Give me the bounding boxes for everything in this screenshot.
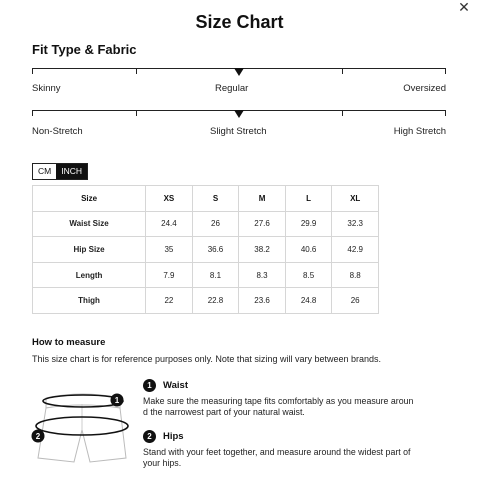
table-cell: 40.6	[285, 237, 332, 263]
step-number-icon: 1	[143, 379, 156, 392]
table-cell: 29.9	[285, 211, 332, 237]
fit-type-marker-icon	[234, 68, 244, 76]
column-header: Size	[33, 186, 146, 212]
size-table	[32, 185, 379, 314]
scale-tick	[445, 68, 446, 74]
table-cell: 42.9	[332, 237, 379, 263]
scale-tick	[342, 110, 343, 116]
scale-tick	[445, 110, 446, 116]
hips-marker: 2	[35, 432, 41, 441]
stretch-label-none: Non-Stretch	[32, 126, 83, 137]
table-cell: 22	[146, 288, 193, 314]
table-cell: 24.8	[285, 288, 332, 314]
table-cell: 7.9	[146, 262, 193, 288]
stretch-label-slight: Slight Stretch	[210, 126, 267, 137]
row-header: Length	[33, 262, 146, 288]
stretch-marker-icon	[234, 110, 244, 118]
scale-tick	[32, 68, 33, 74]
fit-label-oversized: Oversized	[403, 83, 446, 94]
table-cell: 38.2	[239, 237, 286, 263]
table-cell: 24.4	[146, 211, 193, 237]
table-cell: 36.6	[192, 237, 239, 263]
step-title: Hips	[163, 431, 184, 442]
column-header: S	[192, 186, 239, 212]
modal-title: Size Chart	[195, 12, 284, 32]
step-title: Waist	[163, 380, 188, 391]
scale-tick	[32, 110, 33, 116]
table-header-row	[33, 186, 379, 212]
fit-label-skinny: Skinny	[32, 83, 61, 94]
table-row	[33, 288, 379, 314]
table-row	[33, 211, 379, 237]
unit-toggle	[32, 163, 88, 180]
scale-tick	[136, 110, 137, 116]
fit-label-regular: Regular	[215, 83, 249, 94]
unit-inch-button[interactable]: INCH	[56, 164, 87, 179]
scale-tick	[342, 68, 343, 74]
stretch-label-high: High Stretch	[393, 126, 446, 137]
table-cell: 8.3	[239, 262, 286, 288]
row-header: Thigh	[33, 288, 146, 314]
table-cell: 8.5	[285, 262, 332, 288]
unit-cm-button[interactable]: CM	[38, 166, 52, 176]
table-row	[33, 262, 379, 288]
table-cell: 35	[146, 237, 193, 263]
scale-tick	[136, 68, 137, 74]
column-header: M	[239, 186, 286, 212]
waist-marker: 1	[114, 396, 120, 405]
table-row	[33, 237, 379, 263]
table-cell: 8.8	[332, 262, 379, 288]
column-header: XS	[146, 186, 193, 212]
shorts-illustration-icon	[28, 380, 136, 476]
table-cell: 8.1	[192, 262, 239, 288]
row-header: Hip Size	[33, 237, 146, 263]
column-header: XL	[332, 186, 379, 212]
table-cell: 22.8	[192, 288, 239, 314]
how-to-measure-description: This size chart is for reference purposes only. Note that sizing will vary between brands.	[32, 354, 381, 364]
step-text: Stand with your feet together, and measure around the widest part of your hips.	[143, 447, 411, 468]
table-cell: 27.6	[239, 211, 286, 237]
table-cell: 32.3	[332, 211, 379, 237]
fit-section-title: Fit Type & Fabric	[32, 42, 137, 57]
row-header: Waist Size	[33, 211, 146, 237]
column-header: L	[285, 186, 332, 212]
step-text: Make sure the measuring tape fits comfortably as you measure aroun d the narrowest part of your natural waist.	[143, 396, 414, 417]
stretch-labels	[32, 126, 446, 140]
table-cell: 23.6	[239, 288, 286, 314]
table-cell: 26	[192, 211, 239, 237]
fit-type-labels	[32, 83, 446, 97]
how-to-measure-title: How to measure	[32, 337, 106, 348]
step-number-icon: 2	[143, 430, 156, 443]
close-button[interactable]: ✕	[458, 0, 470, 15]
table-cell: 26	[332, 288, 379, 314]
